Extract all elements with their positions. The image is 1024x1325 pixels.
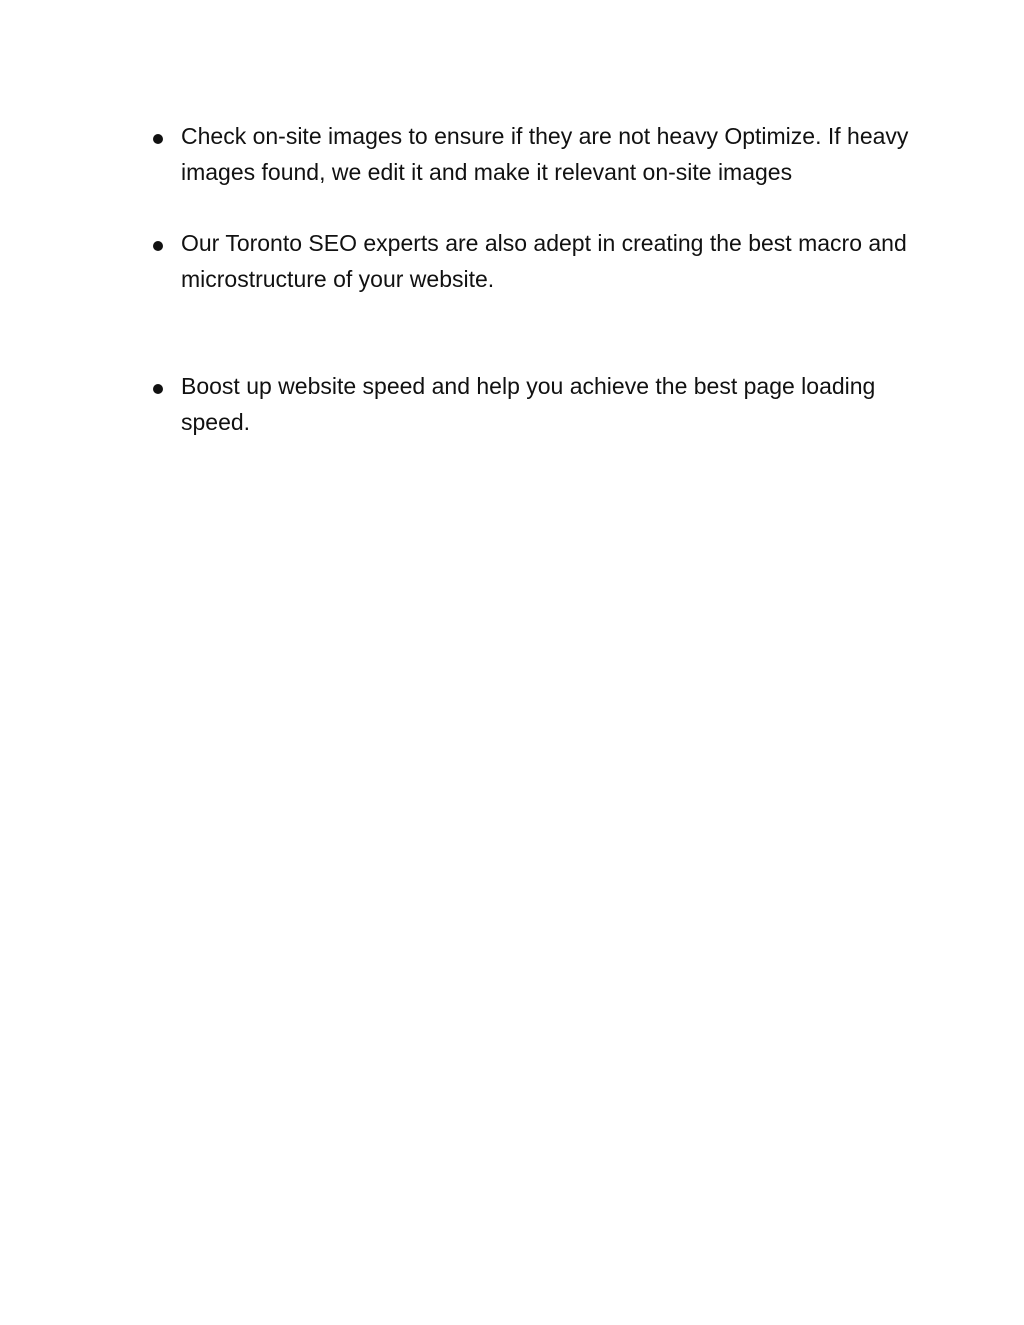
bullet-icon: [153, 241, 163, 251]
list-item: [150, 369, 910, 440]
list-item: [150, 226, 910, 297]
list-item-text: Our Toronto SEO experts are also adept in creating the best macro and microstructure of your website.: [181, 230, 907, 292]
list-item-text: Check on-site images to ensure if they are not heavy Optimize. If heavy images found, we edit it and make it relevant on-site images: [181, 123, 909, 185]
list-item-text: Boost up website speed and help you achieve the best page loading speed.: [181, 373, 876, 435]
bullet-icon: [153, 134, 163, 144]
bullet-icon: [153, 384, 163, 394]
bullet-list: [150, 119, 910, 440]
list-item: [150, 119, 910, 190]
